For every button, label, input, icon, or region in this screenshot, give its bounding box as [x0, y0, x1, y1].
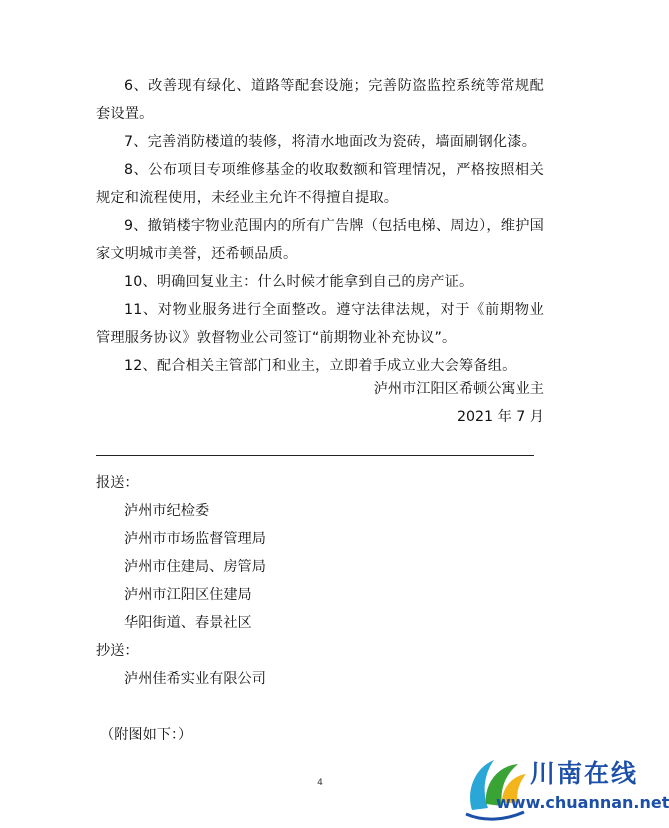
send-recipient: 泸州市江阳区住建局 [124, 587, 252, 603]
signature-org: 泸州市江阳区希顿公寓业主 [373, 381, 544, 397]
body-item-10: 10、明确回复业主：什么时候才能拿到自己的房产证。 [124, 274, 474, 290]
body-item-8: 8、公布项目专项维修基金的收取数额和管理情况，严格按照相关规定和流程使用，未经业主允许不得擅自提取。 [96, 162, 544, 206]
body-item-6: 6、改善现有绿化、道路等配套设施；完善防盗监控系统等常规配套设置。 [96, 78, 544, 122]
watermark-logo [456, 748, 669, 828]
send-recipient: 泸州市纪检委 [124, 503, 210, 519]
body-item-12: 12、配合相关主管部门和业主，立即着手成立业大会筹备组。 [124, 358, 517, 374]
copy-label: 抄送： [96, 643, 139, 659]
attachment-note: （附图如下：） [100, 727, 193, 743]
body-item-11: 11、对物业服务进行全面整改。遵守法律法规，对于《前期物业管理服务协议》敦督物业公司签订“前期物业补充协议”。 [96, 302, 544, 346]
copy-recipient: 泸州佳希实业有限公司 [124, 671, 266, 687]
send-recipient: 泸州市市场监督管理局 [124, 531, 266, 547]
body-item-9: 9、撤销楼宇物业范围内的所有广告牌（包括电梯、周边），维护国家文明城市美誉，还希顿品质。 [96, 218, 544, 262]
send-label: 报送： [96, 475, 139, 491]
watermark-url: www.chuannan.net [496, 793, 669, 812]
separator-line [96, 455, 534, 456]
body-item-7: 7、完善消防楼道的装修，将清水地面改为瓷砖，墙面刷钢化漆。 [124, 134, 537, 150]
send-recipient: 泸州市住建局、房管局 [124, 559, 266, 575]
signature-date: 2021 年 7 月 [456, 409, 544, 425]
watermark-name: 川南在线 [530, 759, 639, 788]
page-number: 4 [317, 778, 323, 788]
send-recipient: 华阳街道、春景社区 [124, 615, 252, 631]
